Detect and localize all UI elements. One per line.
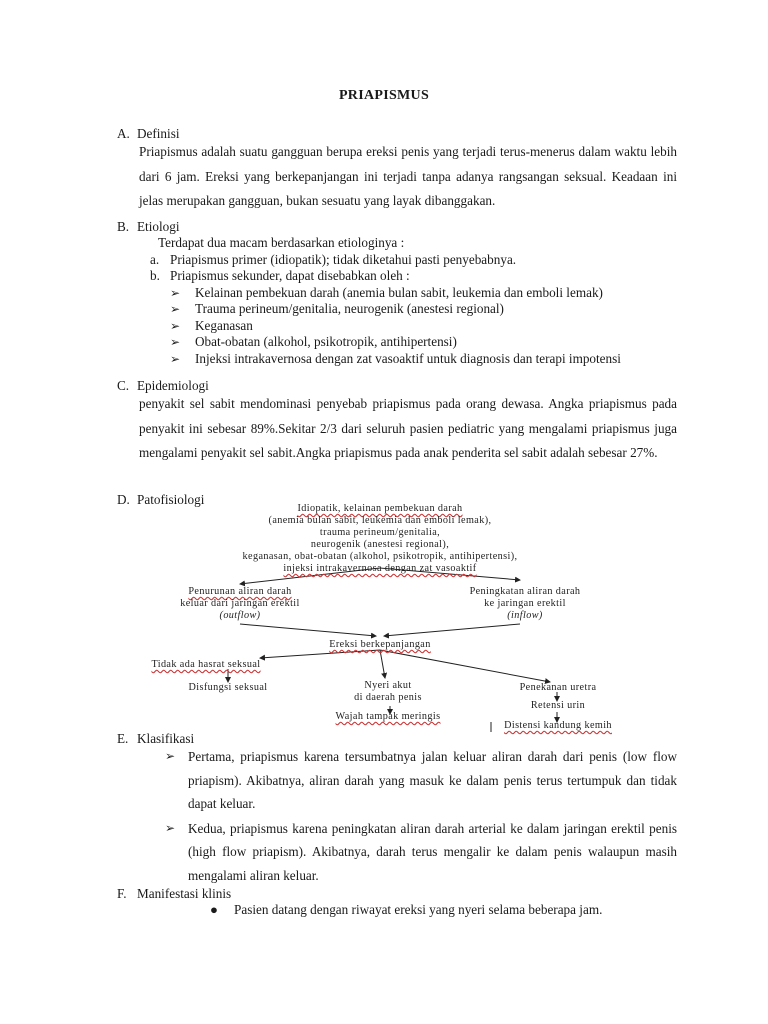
section-letter: E. xyxy=(117,731,129,746)
list-item-text: Priapismus primer (idiopatik); tidak diketahui pasti penyebabnya. xyxy=(170,251,517,267)
flowchart-branch-1-line: Tidak ada hasrat seksual xyxy=(151,659,261,670)
sub-list-item-text: Obat-obatan (alkohol, psikotropik, antihipertensi) xyxy=(195,334,457,349)
section-letter: A. xyxy=(117,126,130,141)
flowchart-top-line: neurogenik (anestesi regional), xyxy=(310,539,450,550)
section-manifestasi-klinis xyxy=(117,886,677,919)
section-heading: Manifestasi klinis xyxy=(137,886,232,901)
list-item xyxy=(165,817,677,888)
list-item xyxy=(210,902,677,919)
page-title: PRIAPISMUS xyxy=(338,88,430,103)
flowchart-top-line: Idiopatik, kelainan pembekuan darah xyxy=(297,503,463,514)
flowchart-branch-3-line: Distensi kandung kemih xyxy=(504,720,612,731)
flowchart-outflow-line: (outflow) xyxy=(219,610,261,621)
arrowhead-bullet-icon: ➢ xyxy=(170,351,181,366)
epidemiologi-paragraph: penyakit sel sabit mendominasi penyebab priapismus pada orang dewasa. Angka priapismus pada penyakit ini sebesar 89%.Sekitar 2/3 dari seluruh pasien pediatric yang mengalami priapismus juga mengalami penyakit sel sabit.Angka priapismus pada anak penderita sel sabit adalah sebesar 27%. xyxy=(139,396,677,460)
section-etiologi xyxy=(117,219,677,367)
flowchart-top-line: trauma perineum/genitalia, xyxy=(319,527,441,538)
arrowhead-bullet-icon: ➢ xyxy=(170,335,181,349)
sub-list-item-text: Keganasan xyxy=(195,317,253,333)
flowchart-branch-2-line: Wajah tampak meringis xyxy=(335,711,441,722)
flowchart-outflow-line: Penurunan aliran darah xyxy=(188,586,292,597)
flowchart-inflow-line: (inflow) xyxy=(507,610,543,621)
list-item xyxy=(150,252,677,269)
sub-list-item-text: Trauma perineum/genitalia, neurogenik (anestesi regional) xyxy=(195,301,504,316)
arrowhead-bullet-icon: ➢ xyxy=(170,318,181,333)
section-heading: Epidemiologi xyxy=(137,378,209,393)
arrow-to-branch-2 xyxy=(380,650,385,678)
list-item-text: Kedua, priapismus karena peningkatan aliran darah arterial ke dalam jaringan erektil penis (high flow priapism). Akibatnya, darah terus mengalir ke dalam penis walaupun masih mengalami aliran keluar. xyxy=(188,820,677,883)
definisi-paragraph: Priapismus adalah suatu gangguan berupa ereksi penis yang terjadi terus-menerus dalam waktu lebih dari 6 jam. Ereksi yang berkepanjangan ini terjadi tanpa adanya rangsangan seksual. Keadaan ini jelas merupakan gangguan, bukan sesuatu yang layak dibanggakan. xyxy=(139,144,677,208)
section-letter: C. xyxy=(117,378,130,393)
list-item-text: Pasien datang dengan riwayat ereksi yang nyeri selama beberapa jam. xyxy=(234,902,603,917)
section-letter: B. xyxy=(117,219,130,234)
list-item xyxy=(165,745,677,816)
section-letter: D. xyxy=(117,492,130,507)
arrow-outflow-to-center xyxy=(240,624,376,636)
list-marker: a. xyxy=(150,251,160,267)
flowchart-branch-1-line: Disfungsi seksual xyxy=(188,682,268,693)
arrow-to-branch-3 xyxy=(380,650,550,682)
flowchart-top-line: keganasan, obat-obatan (alkohol, psikotropik, antihipertensi), xyxy=(242,551,518,562)
flowchart-branch-3-line: Penekanan uretra xyxy=(519,682,597,693)
etiologi-intro: Terdapat dua macam berdasarkan etiologinya : xyxy=(158,235,405,250)
section-klasifikasi xyxy=(117,731,677,887)
sub-list-item xyxy=(170,318,677,335)
arrow-to-branch-1 xyxy=(260,650,380,658)
list-item xyxy=(150,268,677,285)
list-item-text: Priapismus sekunder, dapat disebabkan oleh : xyxy=(170,268,410,283)
list-item-text: Pertama, priapismus karena tersumbatnya jalan keluar aliran darah dari penis (low flow priapism). Akibatnya, aliran darah yang masuk ke dalam penis terus tertumpuk dan tidak dapat keluar. xyxy=(188,749,677,811)
flowchart-branch-3-line: Retensi urin xyxy=(530,700,586,711)
section-letter: F. xyxy=(117,886,127,901)
section-epidemiologi xyxy=(117,378,677,466)
flowchart-center-node: Ereksi berkepanjangan xyxy=(329,639,431,650)
filled-dot-icon: ● xyxy=(210,902,218,917)
arrowhead-bullet-icon: ➢ xyxy=(170,285,181,300)
flowchart-top-line: injeksi intrakavernosa dengan zat vasoaktif xyxy=(283,563,477,574)
section-heading: Etiologi xyxy=(137,219,180,234)
sub-list-item xyxy=(170,334,677,351)
flowchart-inflow-line: ke jaringan erektil xyxy=(484,598,566,609)
flowchart-inflow-line: Peningkatan aliran darah xyxy=(469,586,581,597)
arrowhead-bullet-icon: ➢ xyxy=(165,749,176,763)
sub-list-item-text: Kelainan pembekuan darah (anemia bulan sabit, leukemia dan emboli lemak) xyxy=(195,284,603,300)
flowchart-branch-2-line: Nyeri akut xyxy=(364,680,412,691)
flowchart-branch-2-line: di daerah penis xyxy=(354,692,422,703)
arrowhead-bullet-icon: ➢ xyxy=(165,820,176,835)
sub-list-item-text: Injeksi intrakavernosa dengan zat vasoaktif untuk diagnosis dan terapi impotensi xyxy=(195,350,621,366)
list-marker: b. xyxy=(150,268,160,283)
arrowhead-bullet-icon: ➢ xyxy=(170,302,181,316)
section-heading: Patofisiologi xyxy=(137,492,205,507)
section-heading: Definisi xyxy=(137,126,180,141)
arrow-inflow-to-center xyxy=(384,624,520,636)
flowchart-top-line: (anemia bulan sabit, leukemia dan emboli lemak), xyxy=(268,515,492,526)
flowchart-outflow-line: keluar dari jaringan erektil xyxy=(180,598,300,609)
sub-list-item xyxy=(170,351,677,368)
sub-list-item xyxy=(170,301,677,318)
section-heading: Klasifikasi xyxy=(137,731,195,746)
section-definisi xyxy=(117,126,677,214)
sub-list-item xyxy=(170,285,677,302)
patofisiologi-flowchart xyxy=(140,500,660,736)
